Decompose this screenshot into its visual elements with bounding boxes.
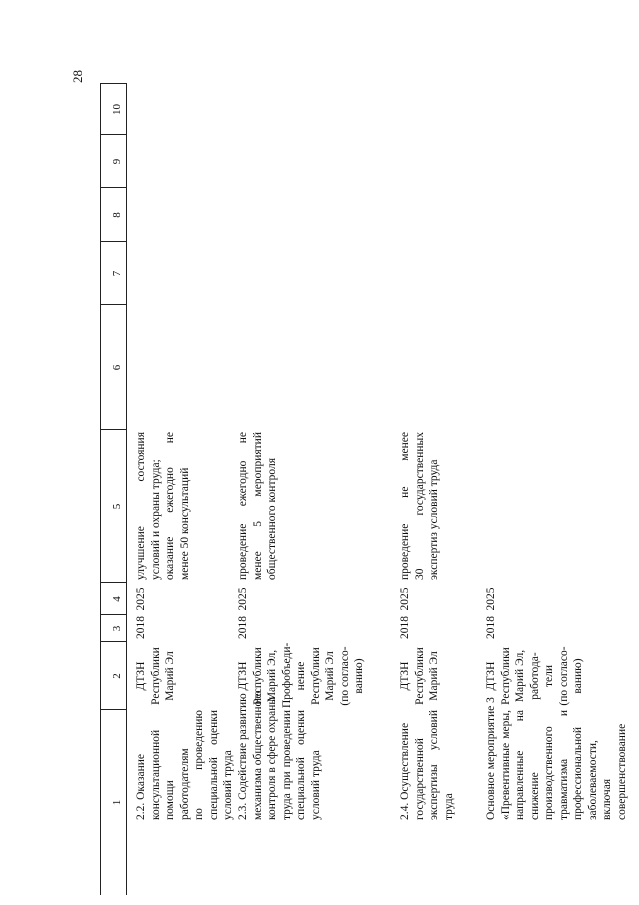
row4-task-cell: Основное мероприятие 3 «Превентивные меры, направленные на снижение производственного травматизма и профессиональной заболеваемости, включая совершенствование: [485, 697, 628, 820]
table-top-border: [100, 83, 101, 895]
header-cell: 9: [111, 158, 123, 165]
header-cell: 2: [111, 673, 123, 679]
row4-end-year: 2025: [485, 587, 497, 611]
header-cell: 7: [111, 270, 123, 277]
header-cell: 6: [111, 364, 123, 371]
row3-result-cell: проведение не менее 30 государственных экспертиз условий труда: [399, 432, 440, 580]
page-number: 28: [70, 70, 85, 83]
header-cell: 4: [111, 596, 123, 602]
row2-executor-cell: ДТЗН Республики Марий Эл, Профобъеди- нение Республики Марий Эл (по согласо- ванию): [237, 642, 365, 708]
header-cell: 10: [111, 104, 123, 115]
header-cell: 3: [111, 625, 123, 632]
row2-start-year: 2018: [237, 616, 249, 639]
header-cell: 5: [111, 503, 123, 510]
row4-start-year: 2018: [485, 616, 497, 639]
row3-task-cell: 2.4. Осуществление государственной экспертизы условий труда: [399, 710, 455, 820]
row1-start-year: 2018: [135, 616, 147, 639]
row2-task-cell: 2.3. Содействие развитию механизма общественного контроля в сфере охраны труда при проведении специальной оценки условий труда: [237, 690, 322, 820]
row3-start-year: 2018: [399, 616, 411, 639]
row4-executor-cell: ДТЗН Республики Марий Эл, работода- тели (по согласо- ванию): [485, 646, 584, 706]
row1-result-cell: улучшение состояния условий и охраны труда; оказание ежегодно не менее 50 консультаций: [135, 432, 191, 580]
table-header-border: [126, 83, 127, 895]
header-cell: 8: [111, 212, 123, 218]
row1-executor-cell: ДТЗН Республики Марий Эл: [135, 647, 176, 705]
row3-executor-cell: ДТЗН Республики Марий Эл: [399, 647, 440, 705]
row2-result-cell: проведение ежегодно не менее 5 мероприятий общественного контроля: [237, 432, 278, 580]
row1-end-year: 2025: [135, 587, 147, 611]
row1-task-cell: 2.2. Оказание консультационной помощи работодателям по проведению специальной оценки условий труда: [135, 710, 234, 820]
header-cell: 1: [111, 799, 123, 806]
row2-end-year: 2025: [237, 587, 249, 611]
row3-end-year: 2025: [399, 587, 411, 611]
